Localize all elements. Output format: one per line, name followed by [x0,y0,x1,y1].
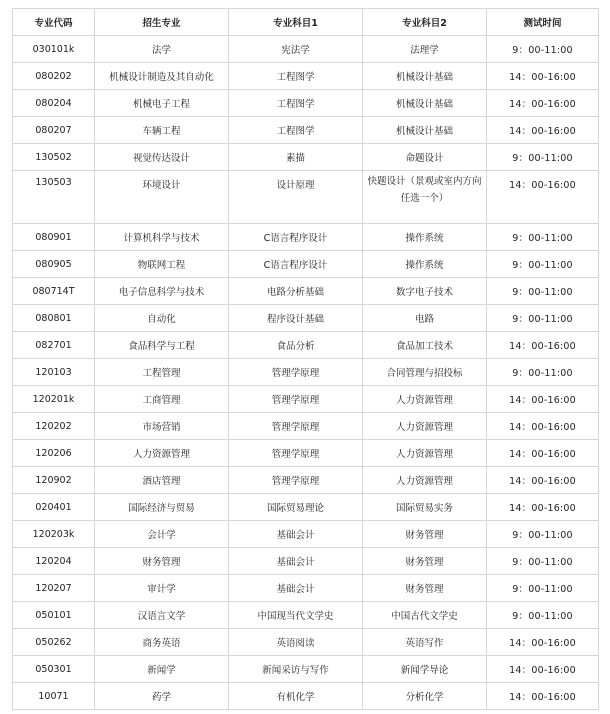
table-row [13,494,599,521]
cell-subject-2: 电路 [363,305,487,332]
cell-subject-2: 财务管理 [363,548,487,575]
cell-subject-2: 人力资源管理 [363,440,487,467]
table-row [13,548,599,575]
cell-test-time: 14：00-16:00 [487,413,599,440]
cell-test-time: 9：00-11:00 [487,36,599,63]
cell-test-time: 14：00-16:00 [487,63,599,90]
cell-subject-2: 新闻学导论 [363,656,487,683]
cell-subject-1: 管理学原理 [229,386,363,413]
table-row [13,63,599,90]
cell-major-code: 080905 [13,251,95,278]
cell-test-time: 14：00-16:00 [487,117,599,144]
cell-major-name: 会计学 [95,521,229,548]
cell-subject-2: 人力资源管理 [363,467,487,494]
cell-major-code: 120103 [13,359,95,386]
cell-test-time: 9：00-11:00 [487,359,599,386]
cell-subject-2: 机械设计基础 [363,117,487,144]
cell-subject-1: 工程图学 [229,63,363,90]
cell-subject-2: 机械设计基础 [363,90,487,117]
cell-subject-1: 管理学原理 [229,467,363,494]
cell-subject-2: 分析化学 [363,683,487,710]
cell-major-code: 120204 [13,548,95,575]
table-row [13,171,599,224]
table-row [13,278,599,305]
cell-major-name: 新闻学 [95,656,229,683]
table-row [13,251,599,278]
header-test-time: 测试时间 [487,9,599,36]
cell-subject-2: 合同管理与招投标 [363,359,487,386]
cell-major-name: 电子信息科学与技术 [95,278,229,305]
cell-major-code: 10071 [13,683,95,710]
cell-subject-1: 宪法学 [229,36,363,63]
cell-major-code: 050262 [13,629,95,656]
cell-major-name: 审计学 [95,575,229,602]
table-row [13,440,599,467]
cell-major-code: 030101k [13,36,95,63]
cell-test-time: 9：00-11:00 [487,278,599,305]
exam-schedule-table [12,8,599,710]
cell-major-name: 汉语言文学 [95,602,229,629]
cell-major-code: 120201k [13,386,95,413]
cell-major-code: 120902 [13,467,95,494]
cell-major-code: 050301 [13,656,95,683]
table-row [13,36,599,63]
cell-subject-2: 操作系统 [363,251,487,278]
cell-test-time: 9：00-11:00 [487,144,599,171]
cell-major-code: 080207 [13,117,95,144]
cell-major-code: 080714T [13,278,95,305]
cell-subject-2: 人力资源管理 [363,386,487,413]
table-row [13,224,599,251]
cell-subject-2: 快题设计（景观或室内方向任选一个） [363,171,487,224]
cell-test-time: 9：00-11:00 [487,251,599,278]
cell-major-code: 130502 [13,144,95,171]
table-row [13,117,599,144]
table-body [13,36,599,710]
cell-subject-1: 程序设计基础 [229,305,363,332]
cell-test-time: 9：00-11:00 [487,305,599,332]
header-row [13,9,599,36]
table-row [13,386,599,413]
cell-major-name: 药学 [95,683,229,710]
cell-subject-1: C语言程序设计 [229,251,363,278]
cell-subject-2: 中国古代文学史 [363,602,487,629]
cell-major-code: 050101 [13,602,95,629]
cell-subject-2: 财务管理 [363,575,487,602]
cell-test-time: 14：00-16:00 [487,386,599,413]
cell-major-name: 商务英语 [95,629,229,656]
header-major-code: 专业代码 [13,9,95,36]
cell-subject-2: 国际贸易实务 [363,494,487,521]
cell-subject-1: C语言程序设计 [229,224,363,251]
cell-major-name: 工商管理 [95,386,229,413]
cell-major-code: 080901 [13,224,95,251]
cell-subject-2: 数字电子技术 [363,278,487,305]
cell-test-time: 14：00-16:00 [487,467,599,494]
cell-major-name: 食品科学与工程 [95,332,229,359]
cell-subject-1: 国际贸易理论 [229,494,363,521]
cell-test-time: 9：00-11:00 [487,602,599,629]
cell-major-name: 市场营销 [95,413,229,440]
table-row [13,359,599,386]
cell-subject-1: 管理学原理 [229,440,363,467]
cell-major-code: 080204 [13,90,95,117]
cell-test-time: 14：00-16:00 [487,332,599,359]
cell-subject-1: 工程图学 [229,90,363,117]
cell-major-code: 120206 [13,440,95,467]
cell-subject-1: 基础会计 [229,575,363,602]
cell-major-code: 130503 [13,171,95,224]
cell-subject-2: 人力资源管理 [363,413,487,440]
header-major-name: 招生专业 [95,9,229,36]
cell-test-time: 9：00-11:00 [487,575,599,602]
table-row [13,575,599,602]
table-row [13,467,599,494]
table-row [13,305,599,332]
cell-subject-2: 法理学 [363,36,487,63]
cell-major-code: 080801 [13,305,95,332]
cell-major-name: 法学 [95,36,229,63]
cell-major-name: 机械电子工程 [95,90,229,117]
cell-major-name: 国际经济与贸易 [95,494,229,521]
exam-schedule-container [12,8,599,710]
cell-subject-1: 电路分析基础 [229,278,363,305]
cell-subject-1: 设计原理 [229,171,363,224]
table-row [13,413,599,440]
table-row [13,144,599,171]
cell-subject-1: 英语阅读 [229,629,363,656]
table-row [13,90,599,117]
cell-major-name: 环境设计 [95,171,229,224]
cell-subject-2: 操作系统 [363,224,487,251]
cell-test-time: 14：00-16:00 [487,656,599,683]
cell-major-name: 物联网工程 [95,251,229,278]
cell-major-name: 工程管理 [95,359,229,386]
cell-subject-1: 工程图学 [229,117,363,144]
cell-subject-2: 机械设计基础 [363,63,487,90]
table-row [13,332,599,359]
cell-major-code: 080202 [13,63,95,90]
cell-subject-2: 命题设计 [363,144,487,171]
cell-major-code: 120202 [13,413,95,440]
cell-subject-1: 管理学原理 [229,359,363,386]
table-row [13,629,599,656]
cell-test-time: 9：00-11:00 [487,521,599,548]
cell-test-time: 9：00-11:00 [487,224,599,251]
cell-test-time: 14：00-16:00 [487,494,599,521]
cell-major-name: 车辆工程 [95,117,229,144]
cell-major-name: 自动化 [95,305,229,332]
table-row [13,683,599,710]
cell-subject-2: 英语写作 [363,629,487,656]
cell-subject-1: 中国现当代文学史 [229,602,363,629]
cell-subject-1: 基础会计 [229,521,363,548]
cell-test-time: 14：00-16:00 [487,171,599,224]
cell-major-code: 120203k [13,521,95,548]
cell-subject-2: 财务管理 [363,521,487,548]
cell-subject-1: 基础会计 [229,548,363,575]
cell-major-name: 酒店管理 [95,467,229,494]
cell-major-code: 082701 [13,332,95,359]
cell-subject-1: 素描 [229,144,363,171]
cell-major-code: 020401 [13,494,95,521]
cell-subject-1: 有机化学 [229,683,363,710]
cell-major-name: 人力资源管理 [95,440,229,467]
table-row [13,656,599,683]
cell-subject-2: 食品加工技术 [363,332,487,359]
cell-test-time: 14：00-16:00 [487,683,599,710]
cell-subject-1: 食品分析 [229,332,363,359]
table-row [13,521,599,548]
cell-test-time: 14：00-16:00 [487,629,599,656]
cell-major-name: 计算机科学与技术 [95,224,229,251]
cell-major-name: 机械设计制造及其自动化 [95,63,229,90]
cell-major-name: 财务管理 [95,548,229,575]
cell-test-time: 9：00-11:00 [487,548,599,575]
table-row [13,602,599,629]
cell-test-time: 14：00-16:00 [487,90,599,117]
header-subject-2: 专业科目2 [363,9,487,36]
header-subject-1: 专业科目1 [229,9,363,36]
cell-test-time: 14：00-16:00 [487,440,599,467]
cell-subject-1: 管理学原理 [229,413,363,440]
cell-subject-1: 新闻采访与写作 [229,656,363,683]
cell-major-code: 120207 [13,575,95,602]
cell-major-name: 视觉传达设计 [95,144,229,171]
